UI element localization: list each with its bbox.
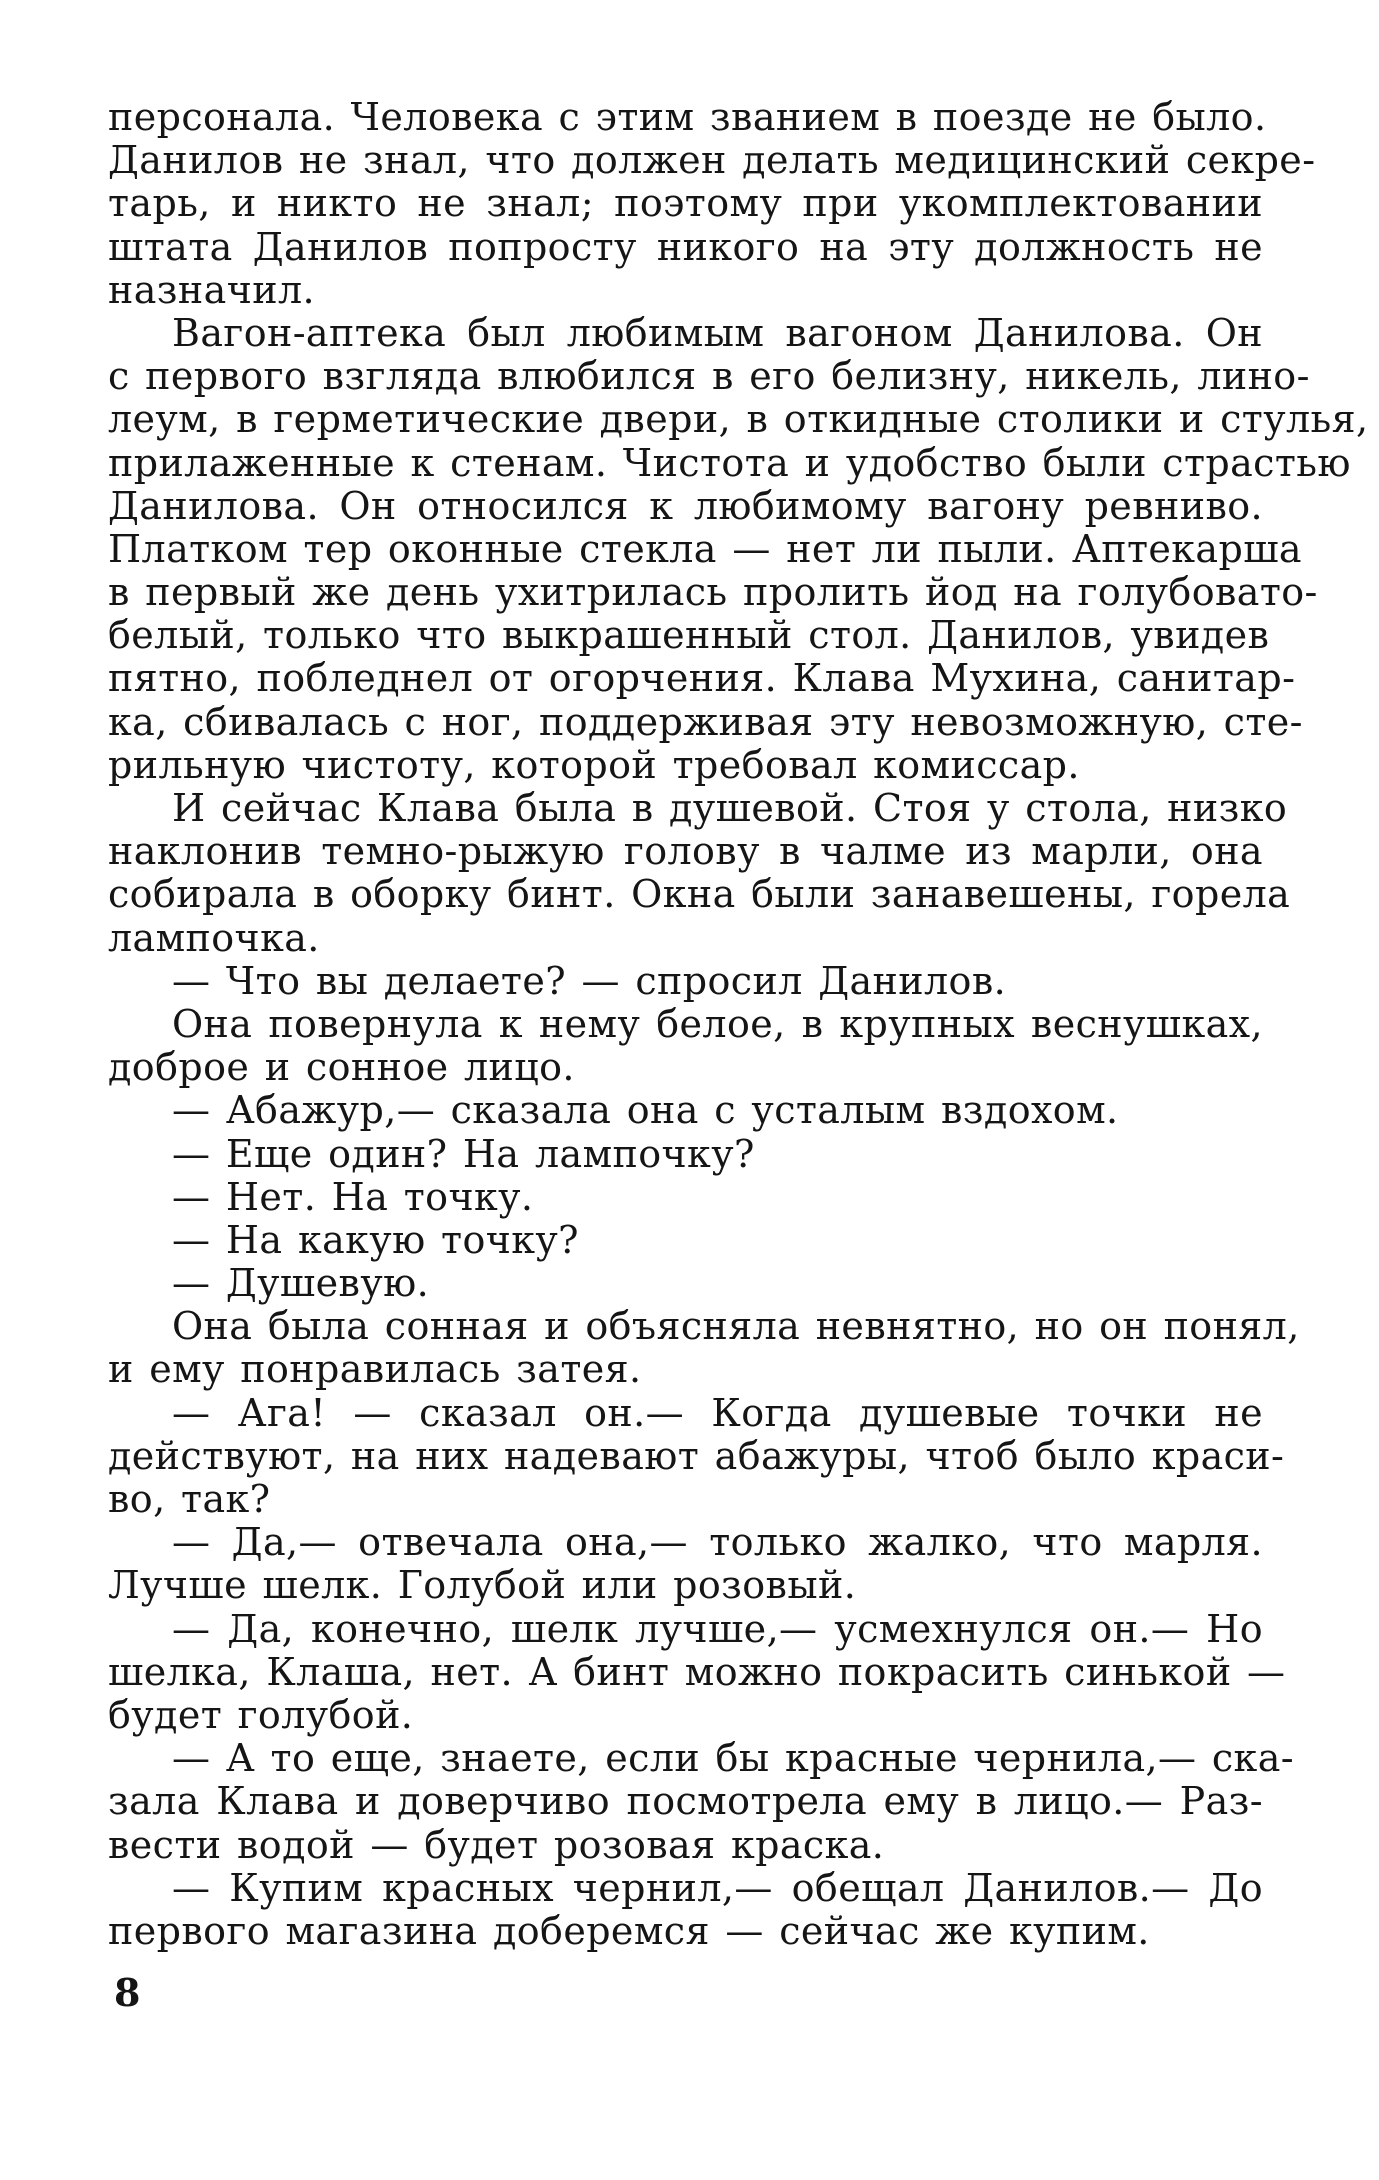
- text-line: — Абажур,— сказала она с усталым вздохом.: [172, 1088, 1119, 1133]
- text-line: штата Данилов попросту никого на эту должность не: [108, 224, 1263, 269]
- text-line: персонала. Человека с этим званием в поезде не было.: [108, 95, 1267, 139]
- text-line: — Еще один? На лампочку?: [172, 1131, 755, 1176]
- text-line: и ему понравилась затея.: [108, 1347, 642, 1392]
- text-line: Она была сонная и объясняла невнятно, но он понял,: [172, 1304, 1300, 1349]
- text-line: вести водой — будет розовая краска.: [108, 1822, 885, 1867]
- text-line: — Ага! — сказал он.— Когда душевые точки не: [172, 1390, 1263, 1435]
- text-line: действуют, на них надевают абажуры, чтоб было краси-: [108, 1433, 1285, 1478]
- text-line: зала Клава и доверчиво посмотрела ему в лицо.— Раз-: [108, 1779, 1263, 1824]
- text-line: — Купим красных чернил,— обещал Данилов.— До: [172, 1865, 1263, 1910]
- text-line: тарь, и никто не знал; поэтому при укомплектовании: [108, 181, 1263, 226]
- page-number: 8: [114, 1970, 141, 2015]
- text-line: собирала в оборку бинт. Окна были занавешены, горела: [108, 872, 1291, 917]
- page-body: [108, 95, 1369, 1953]
- text-line: ка, сбивалась с ног, поддерживая эту невозможную, сте-: [108, 699, 1303, 744]
- text-line: назначил.: [108, 267, 315, 312]
- text-line: белый, только что выкрашенный стол. Данилов, увидев: [108, 613, 1270, 658]
- text-line: Вагон-аптека был любимым вагоном Данилова. Он: [172, 310, 1263, 355]
- text-line: прилаженные к стенам. Чистота и удобство были страстью: [108, 440, 1351, 485]
- text-line: Лучше шелк. Голубой или розовый.: [108, 1563, 857, 1608]
- text-line: лампочка.: [108, 915, 320, 960]
- text-line: шелка, Клаша, нет. А бинт можно покрасить синькой —: [108, 1649, 1286, 1694]
- text-line: Платком тер оконные стекла — нет ли пыли. Аптекарша: [108, 526, 1302, 571]
- text-line: рильную чистоту, которой требовал комиссар.: [108, 742, 1080, 787]
- text-line: Данилов не знал, что должен делать медицинский секре-: [108, 138, 1316, 183]
- text-line: — Нет. На точку.: [172, 1174, 534, 1219]
- text-line: И сейчас Клава была в душевой. Стоя у стола, низко: [172, 786, 1288, 830]
- text-line: Данилова. Он относился к любимому вагону ревниво.: [108, 483, 1263, 528]
- text-line: леум, в герметические двери, в откидные столики и стулья,: [108, 397, 1369, 442]
- text-line: во, так?: [108, 1477, 271, 1521]
- text-line: первого магазина доберемся — сейчас же купим.: [108, 1908, 1150, 1953]
- text-line: — Душевую.: [172, 1261, 430, 1306]
- text-line: — Да,— отвечала она,— только жалко, что марля.: [172, 1520, 1263, 1565]
- text-line: — А то еще, знаете, если бы красные чернила,— ска-: [172, 1736, 1294, 1781]
- text-line: будет голубой.: [108, 1692, 414, 1737]
- text-line: пятно, побледнел от огорчения. Клава Мухина, санитар-: [108, 656, 1296, 701]
- text-line: — Что вы делаете? — спросил Данилов.: [172, 958, 1007, 1003]
- text-line: в первый же день ухитрилась пролить йод на голубовато-: [108, 570, 1318, 615]
- text-line: доброе и сонное лицо.: [108, 1045, 575, 1090]
- text-line: наклонив темно-рыжую голову в чалме из марли, она: [108, 829, 1263, 874]
- text-line: — Да, конечно, шелк лучше,— усмехнулся он.— Но: [172, 1606, 1263, 1651]
- text-line: — На какую точку?: [172, 1217, 579, 1262]
- text-line: Она повернула к нему белое, в крупных веснушках,: [172, 1001, 1263, 1046]
- text-line: с первого взгляда влюбился в его белизну, никель, лино-: [108, 354, 1310, 399]
